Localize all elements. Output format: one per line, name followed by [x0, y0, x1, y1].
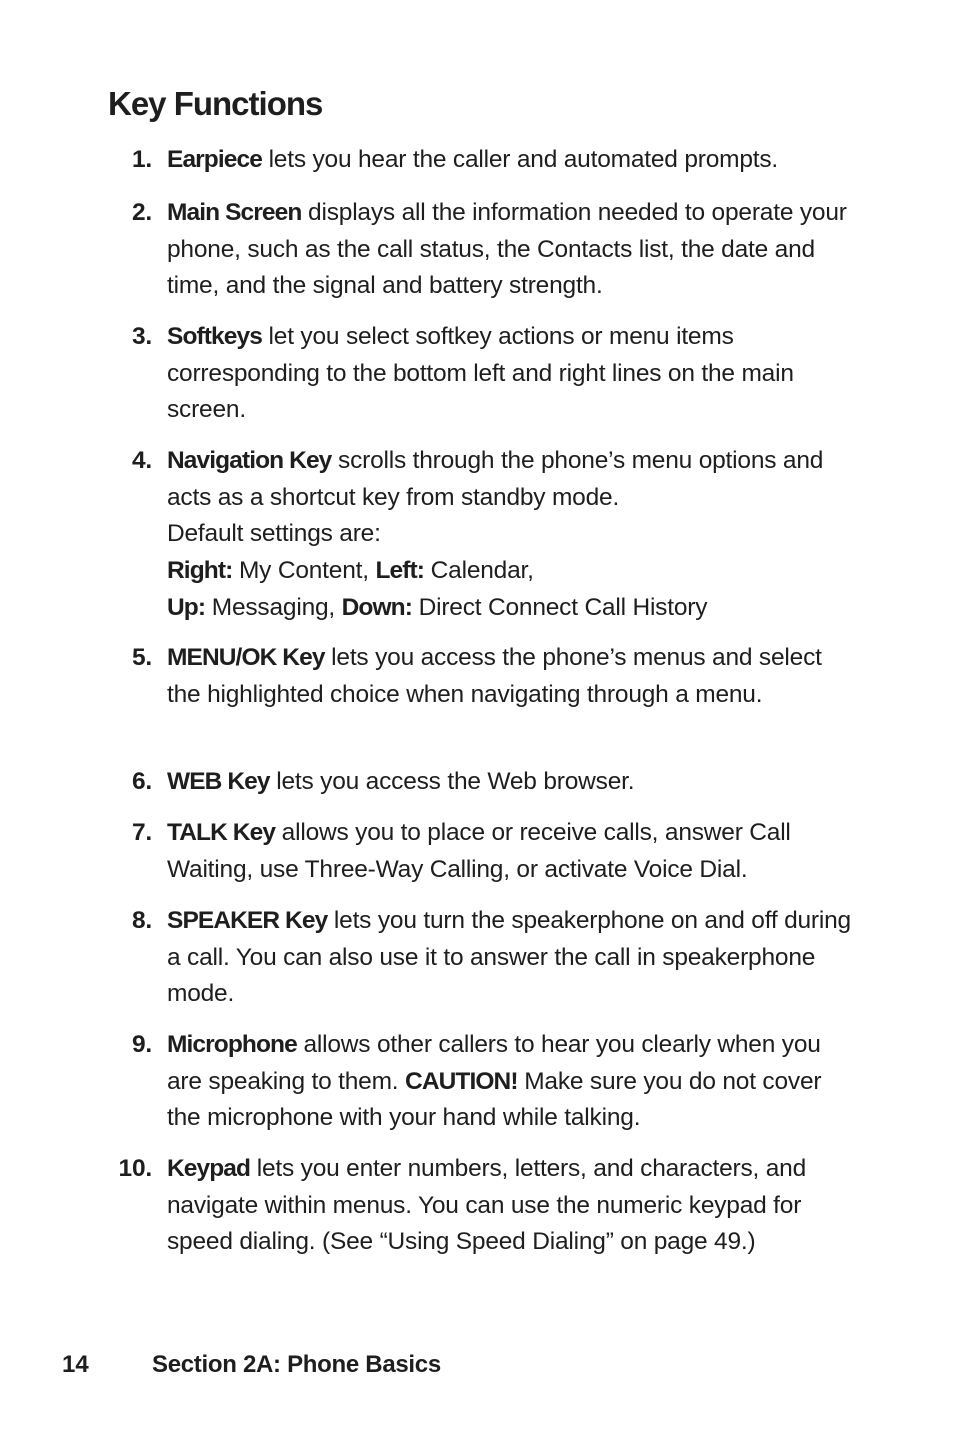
default-settings-up-down — [167, 590, 860, 627]
list-item-main-screen — [100, 195, 860, 305]
item-term: Softkeys — [167, 323, 262, 350]
item-body — [167, 142, 860, 179]
item-text: lets you turn the speakerphone on and off during a call. You can also use it to answer the call in speakerphone mode. — [167, 907, 851, 1008]
item-term: Microphone — [167, 1031, 297, 1058]
list-item-microphone — [100, 1027, 860, 1137]
left-value: Calendar, — [430, 557, 534, 585]
item-term: Keypad — [167, 1155, 251, 1182]
item-text: lets you access the Web browser. — [276, 768, 635, 795]
item-number: 9. — [131, 1031, 152, 1058]
item-number: 3. — [131, 323, 152, 350]
list-item-speaker-key — [100, 903, 860, 1013]
item-term: Main Screen — [167, 199, 302, 226]
item-text: allows other callers to hear you clearly when you are speaking to them. — [167, 1031, 821, 1095]
page-number: 14 — [62, 1351, 89, 1378]
item-term: MENU/OK Key — [167, 644, 325, 671]
item-number: 6. — [131, 768, 152, 795]
item-text: lets you enter numbers, letters, and characters, and navigate within menus. You can use the numeric keypad for speed dialing. (See “Using Speed Dialing” on page 49.) — [167, 1155, 807, 1256]
item-text: let you select softkey actions or menu items corresponding to the bottom left and right lines on the main screen. — [167, 323, 794, 424]
section-title: Section 2A: Phone Basics — [152, 1351, 441, 1378]
list-item-softkeys — [100, 319, 860, 429]
item-text: lets you access the phone’s menus and select the highlighted choice when navigating through a menu. — [167, 644, 822, 708]
default-settings-right-left — [167, 553, 860, 590]
item-text: lets you hear the caller and automated prompts. — [268, 146, 779, 173]
item-number: 1. — [131, 146, 152, 173]
caution-label: CAUTION! — [405, 1067, 518, 1095]
item-text: displays all the information needed to operate your phone, such as the call status, the Contacts list, the date and time, and the signal and battery strength. — [167, 199, 847, 300]
right-value: My Content, — [238, 557, 369, 585]
item-body — [167, 1027, 860, 1137]
item-term: SPEAKER Key — [167, 907, 328, 934]
up-label: Up: — [167, 593, 206, 621]
item-term: WEB Key — [167, 768, 270, 795]
item-body — [167, 815, 860, 888]
up-value: Messaging, — [211, 593, 336, 621]
down-label: Down: — [341, 593, 412, 621]
item-term: Navigation Key — [167, 447, 332, 474]
page-title: Key Functions — [108, 85, 323, 122]
left-label: Left: — [375, 557, 425, 585]
list-item-earpiece — [100, 142, 860, 179]
item-term: Earpiece — [167, 146, 262, 173]
list-item-navigation-key — [100, 443, 860, 627]
right-label: Right: — [167, 557, 233, 585]
item-term: TALK Key — [167, 819, 276, 846]
item-number: 4. — [131, 447, 152, 474]
item-body — [167, 764, 860, 801]
item-body — [167, 319, 860, 429]
item-number: 5. — [131, 644, 152, 671]
caution-text: Make sure you do not cover the microphone with your hand while talking. — [167, 1067, 822, 1132]
item-text: scrolls through the phone’s menu options and acts as a shortcut key from standby mode. — [167, 447, 824, 511]
item-number: 2. — [131, 199, 152, 226]
list-item-menu-ok-key — [100, 640, 860, 713]
default-settings-label: Default settings are: — [167, 520, 381, 548]
down-value: Direct Connect Call History — [418, 593, 708, 621]
item-body — [167, 640, 860, 713]
item-body — [167, 1151, 860, 1261]
item-number: 10. — [118, 1155, 152, 1182]
item-body — [167, 903, 860, 1013]
item-body — [167, 195, 860, 305]
item-text: allows you to place or receive calls, answer Call Waiting, use Three-Way Calling, or activate Voice Dial. — [167, 819, 791, 883]
list-item-web-key — [100, 764, 860, 801]
item-number: 7. — [131, 819, 152, 846]
list-item-keypad — [100, 1151, 860, 1261]
item-number: 8. — [131, 907, 152, 934]
list-item-talk-key — [100, 815, 860, 888]
item-body — [167, 443, 860, 627]
